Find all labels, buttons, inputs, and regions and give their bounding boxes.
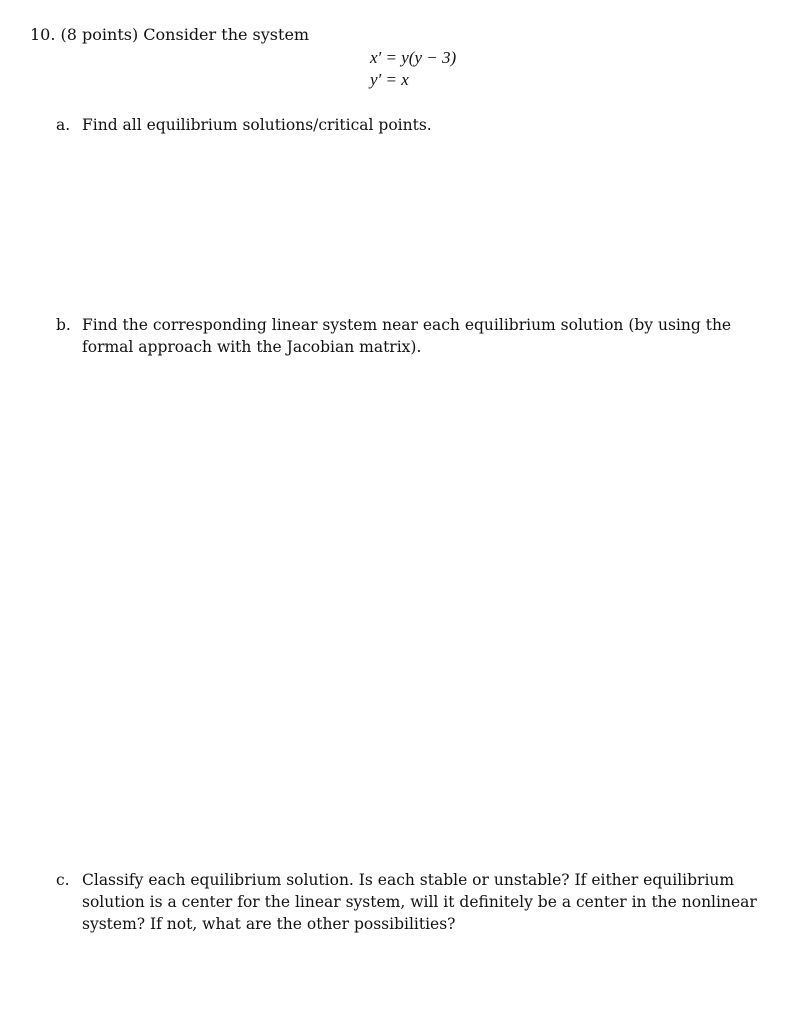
problem-header: 10. (8 points) Consider the system (30, 25, 310, 44)
equation-x-prime: x′ = y(y − 3) (370, 48, 457, 67)
part-a (56, 114, 796, 138)
equation-y-prime: y′ = x (370, 70, 409, 89)
part-b (56, 314, 796, 362)
part-c-question: Classify each equilibrium solution. Is each stable or unstable? If either equilibrium solution is a center for the linear system, will it definitely be a center in the nonlinear system? If not, what are the other possibilities? (82, 871, 757, 933)
part-b-letter: b. (56, 316, 71, 334)
part-b-question: Find the corresponding linear system near each equilibrium solution (by using the formal approach with the Jacobian matrix). (82, 316, 732, 356)
part-a-question: Find all equilibrium solutions/critical points. (82, 116, 432, 134)
part-c (56, 869, 800, 939)
part-c-letter: c. (56, 871, 70, 889)
system-equations (370, 47, 456, 91)
part-a-letter: a. (56, 116, 71, 134)
